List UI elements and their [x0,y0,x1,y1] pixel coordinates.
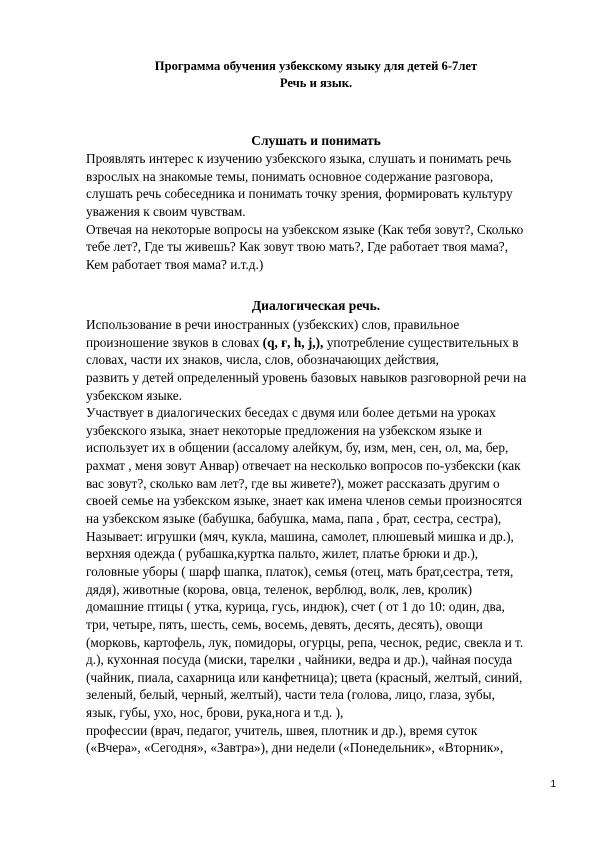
section-heading-listening: Слушать и понимать [251,133,381,148]
section-body-listening [86,150,566,273]
paragraph-line: взрослых на знакомые темы, понимать основное содержание разговора, [86,168,494,184]
line-end: употребление существительных в [323,334,519,350]
paragraph-line: развить у детей определенный уровень базовых навыков разговорной речи на [86,369,527,385]
paragraph-line: д.), кухонная посуда (миски, тарелки , чайники, ведра и др.), чайная посуда [86,652,513,668]
paragraph-line: словах, части их знаков, числа, слов, обозначающих действия, [86,352,439,368]
paragraph-line: язык, губы, ухо, нос, брови, рука,нога и т.д. ), [86,705,344,721]
paragraph-line: (чайник, пиала, сахарница или канфетница); цвета (красный, желтый, синий, [86,669,523,685]
paragraph-line: Использование в речи иностранных (узбекских) слов, правильное [86,317,460,332]
page-number: 1 [550,779,556,790]
paragraph-line: Участвует в диалогических беседах с двумя или более детьми на уроках [86,405,496,421]
paragraph-line: уважения к своим чувствам. [86,203,246,219]
paragraph-line: дядя), животные (корова, овца, теленок, верблюд, волк, лев, кролик) [86,581,472,597]
section-body-dialogue [86,316,566,757]
paragraph-line: слушать речь собеседника и понимать точку зрения, формировать культуру [86,186,513,202]
paragraph-line: Проявлять интерес к изучению узбекского языка, слушать и понимать речь [86,151,512,166]
paragraph-line: три, четыре, пять, шесть, семь, восемь, девять, десять, десять), овощи [86,616,483,632]
section-heading-dialogue: Диалогическая речь. [251,298,381,313]
line-start: произношение звуков в словах [86,334,263,350]
paragraph-line: верхняя одежда ( рубашка,куртка пальто, жилет, платье брюки и др.), [86,546,479,562]
paragraph-line: узбекском языке. [86,387,182,403]
paragraph-line: домашние птицы ( утка, курица, гусь, индюк), счет ( от 1 до 10: один, два, [86,599,505,615]
paragraph-line: узбекского языка, знает некоторые предложения на узбекском языке и [86,422,482,438]
paragraph-line-mixed [86,334,566,352]
paragraph-line: на узбекском языке (бабушка, бабушка, мама, папа , брат, сестра, сестра), [86,511,502,527]
paragraph-line: своей семье на узбекском языке, знает как имена членов семьи произносятся [86,493,522,509]
paragraph-line: («Вчера», «Сегодня», «Завтра»), дни недели («Понедельник», «Вторник», [86,740,504,756]
paragraph-line: использует их в общении (ассалому алейкум, бу, изм, мен, сен, ол, ма, бер, [86,440,509,456]
paragraph-line: рахмат , меня зовут Анвар) отвечает на несколько вопросов по-узбекски (как [86,458,521,474]
paragraph-line: Кем работает твоя мама? и.т.д.) [86,256,264,272]
paragraph-line: Называет: игрушки (мяч, кукла, машина, самолет, плюшевый мишка и др.), [86,528,514,544]
document-subtitle: Речь и язык. [279,76,353,90]
paragraph-line: Отвечая на некоторые вопросы на узбекском языке (Как тебя зовут?, Сколько [86,221,524,237]
paragraph-line: головные уборы ( шарф шапка, платок), семья (отец, мать брат,сестра, тетя, [86,563,514,579]
paragraph-line: тебе лет?, Где ты живешь? Как зовут твою мать?, Где работает твоя мама?, [86,239,509,255]
paragraph-line: вас зовут?, сколько вам лет?, где вы живете?), может рассказать другим о [86,475,500,491]
paragraph-line: профессии (врач, педагог, учитель, швея, плотник и др.), время суток [86,722,478,738]
bold-sounds: (q, ғ, h, j,), [262,334,324,350]
document-title: Программа обучения узбекскому языку для детей 6-7лет [154,59,478,73]
paragraph-line: (морковь, картофель, лук, помидоры, огурцы, репа, чеснок, редис, свекла и т. [86,634,524,650]
paragraph-line: зеленый, белый, черный, желтый), части тела (голова, лицо, глаза, зубы, [86,687,495,703]
